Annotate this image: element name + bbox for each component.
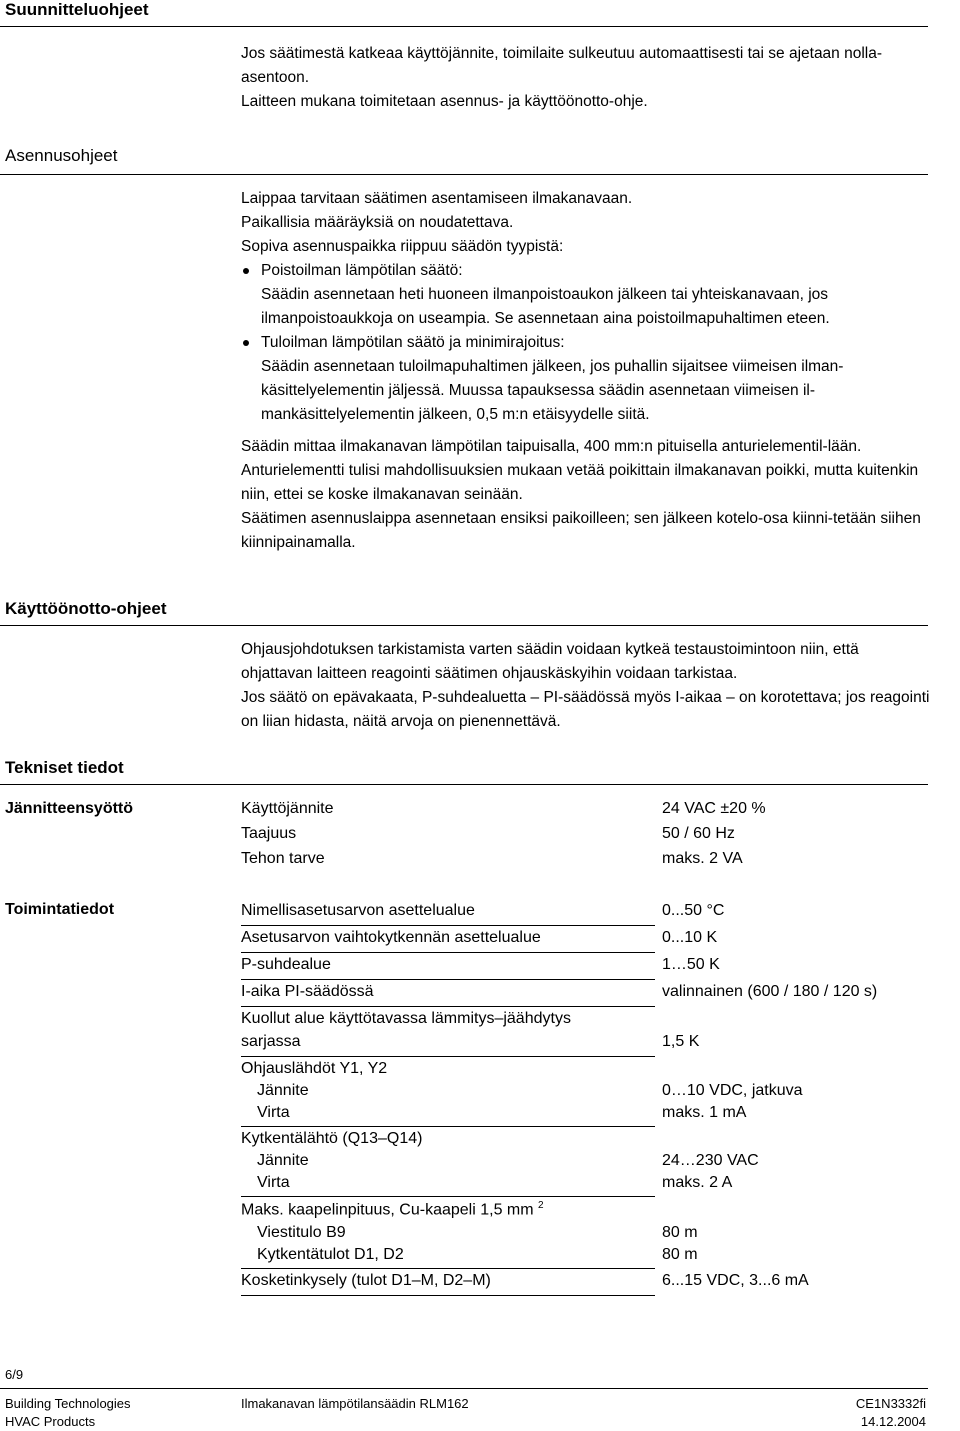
spec-value: maks. 2 A: [662, 1174, 733, 1191]
divider: [0, 26, 928, 27]
list-item: [241, 259, 931, 331]
paragraph: Säätimen asennuslaippa asennetaan ensiksi paikoilleen; sen jälkeen kotelo-osa kiinni-tetään siihen kiinnipainamalla.: [241, 510, 921, 551]
list-item: [241, 331, 931, 427]
paragraph: Laippaa tarvitaan säätimen asentamiseen ilmakanavaan.: [241, 190, 633, 207]
spec-value: 0...10 K: [662, 929, 718, 946]
bullet-heading: Tuloilman lämpötilan säätö ja minimirajoitus:: [261, 334, 565, 351]
spec-value: 1,5 K: [662, 1033, 700, 1050]
spec-label-jannitteensyotto: Jännitteensyöttö: [5, 800, 134, 817]
document-date: 14.12.2004: [860, 1414, 926, 1429]
spec-value: maks. 2 VA: [662, 850, 743, 867]
table-row: [241, 1060, 931, 1082]
spec-value: 24 VAC ±20 %: [662, 800, 766, 817]
spec-key: Jännite: [257, 1152, 309, 1169]
bullet-list: [241, 259, 931, 427]
table-row: [241, 929, 718, 953]
spec-value: valinnainen (600 / 180 / 120 s): [662, 983, 878, 1000]
table-row: [241, 1246, 698, 1269]
bullet-heading: Poistoilman lämpötilan säätö:: [261, 262, 463, 279]
spec-value: 6...15 VDC, 3...6 mA: [662, 1272, 809, 1289]
spec-key: sarjassa: [241, 1033, 301, 1050]
footer-divider: [0, 1388, 928, 1389]
suunnitteluohjeet-body: [241, 42, 931, 114]
table-row: [241, 983, 878, 1007]
table-row: [241, 1082, 931, 1104]
spec-group: Ohjauslähdöt Y1, Y2: [241, 1060, 388, 1077]
spec-key: Tehon tarve: [241, 850, 325, 867]
spec-key: Taajuus: [241, 825, 297, 842]
divider: [0, 784, 928, 785]
spec-key: Kosketinkysely (tulot D1–M, D2–M): [241, 1272, 491, 1289]
spec-value: 0…10 VDC, jatkuva: [662, 1082, 803, 1099]
spec-value: 80 m: [662, 1224, 698, 1241]
table-row: [241, 902, 725, 926]
page-number: 6/9: [5, 1367, 24, 1382]
spec-key: Kytkentätulot D1, D2: [257, 1246, 404, 1263]
spec-key: Virta: [257, 1104, 290, 1121]
paragraph: Anturielementti tulisi mahdollisuuksien mukaan vetää poikittain ilmakanavan poikki, mutta kuitenkin niin, ettei se koske ilmakanavan seinään.: [241, 462, 919, 503]
footer-doc-info: [856, 1395, 926, 1431]
spec-table-jannitteensyotto: [241, 800, 931, 875]
spec-group: [241, 1200, 544, 1219]
paragraph: Sopiva asennuspaikka riippuu säädön tyypistä:: [241, 238, 564, 255]
spec-key: Virta: [257, 1174, 290, 1191]
table-row: [241, 956, 720, 980]
spec-label-toimintatiedot: Toimintatiedot: [5, 901, 115, 918]
table-row: [241, 1224, 931, 1246]
spec-value: 1…50 K: [662, 956, 720, 973]
kayttoonotto-body: [241, 638, 931, 734]
table-row: [241, 1174, 733, 1197]
table-row: [241, 850, 931, 875]
section-title-suunnitteluohjeet: Suunnitteluohjeet: [5, 0, 149, 19]
superscript: 2: [538, 1200, 544, 1211]
paragraph: Ohjausjohdotuksen tarkistamista varten säädin voidaan kytkeä testaustoimintoon niin, että ohjattavan laitteen reagointi säätimen ohjauskäskyihin voidaan tarkistaa.: [241, 641, 859, 682]
table-row: [241, 825, 931, 850]
section-title-asennusohjeet: Asennusohjeet: [5, 146, 118, 165]
table-row: [241, 1272, 809, 1296]
spec-key: I-aika PI-säädössä: [241, 983, 374, 1000]
paragraph: Laitteen mukana toimitetaan asennus- ja käyttöönotto-ohje.: [241, 93, 648, 110]
spec-key: P-suhdealue: [241, 956, 331, 973]
table-row: [241, 800, 931, 825]
bullet-text: Säädin asennetaan heti huoneen ilmanpoistoaukon jälkeen tai yhteiskanavaan, jos ilmanpoistoaukkoja on useampia. Se asennetaan aina poistoilmapuhaltimen eteen.: [261, 286, 830, 327]
spec-key: Nimellisasetusarvon asettelualue: [241, 902, 475, 919]
bullet-text: Säädin asennetaan tuloilmapuhaltimen jälkeen, jos puhallin sijaitsee viimeisen ilman-käsittelyelementin jäljessä. Muussa tapauksessa säädin asennetaan viimeisen il-mankäsittelyelementin jälkeen, 0,5 m:n etäisyydelle siitä.: [261, 358, 844, 423]
spec-value: 80 m: [662, 1246, 698, 1263]
table-row: [241, 1130, 931, 1152]
spec-value: 50 / 60 Hz: [662, 825, 735, 842]
section-title-kayttoonotto: Käyttöönotto-ohjeet: [5, 599, 167, 618]
divider: [0, 174, 928, 175]
paragraph: Paikallisia määräyksiä on noudatettava.: [241, 214, 514, 231]
spec-key: Käyttöjännite: [241, 800, 334, 817]
spec-table-toimintatiedot: [241, 902, 931, 1296]
document-id: CE1N3332fi: [855, 1396, 926, 1411]
section-title-tekniset: Tekniset tiedot: [5, 758, 124, 777]
paragraph: Jos säätimestä katkeaa käyttöjännite, toimilaite sulkeutuu automaattisesti tai se ajetaan nolla-asentoon.: [241, 45, 883, 86]
paragraph: Säädin mittaa ilmakanavan lämpötilan taipuisalla, 400 mm:n pituisella anturielementil-lään.: [241, 438, 862, 455]
company-name: Building Technologies: [5, 1396, 131, 1411]
table-row: [241, 1152, 931, 1174]
footer-company: [5, 1395, 131, 1431]
spec-value: 0...50 °C: [662, 902, 725, 919]
divider: [0, 625, 928, 626]
division-name: HVAC Products: [5, 1414, 96, 1429]
spec-key: Asetusarvon vaihtokytkennän asettelualue: [241, 929, 541, 946]
document-title: Ilmakanavan lämpötilansäädin RLM162: [241, 1396, 469, 1411]
table-row: [241, 1010, 700, 1057]
spec-group: Kytkentälähtö (Q13–Q14): [241, 1130, 423, 1147]
paragraph: Jos säätö on epävakaata, P-suhdealuetta – PI-säädössä myös I-aikaa – on korotettava; jos reagointi on liian hidasta, näitä arvoja on pienennettävä.: [241, 689, 930, 730]
spec-value: 24…230 VAC: [662, 1152, 759, 1169]
table-row: [241, 1104, 747, 1127]
asennusohjeet-body: [241, 187, 931, 555]
spec-key: Kuollut alue käyttötavassa lämmitys–jäähdytys: [241, 1010, 571, 1027]
spec-key: Viestitulo B9: [257, 1224, 346, 1241]
table-row: [241, 1200, 931, 1224]
spec-value: maks. 1 mA: [662, 1104, 747, 1121]
spec-group-text: Maks. kaapelinpituus, Cu-kaapeli 1,5 mm: [241, 1201, 534, 1219]
spec-key: Jännite: [257, 1082, 309, 1099]
